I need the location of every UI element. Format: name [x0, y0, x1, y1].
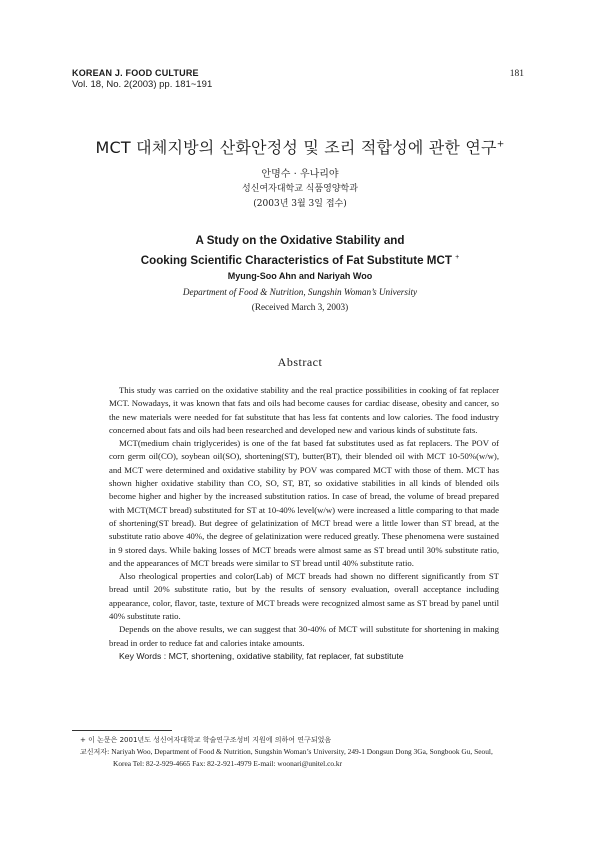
journal-name: KOREAN J. FOOD CULTURE — [72, 68, 199, 78]
keywords-label: Key Words : — [119, 650, 167, 661]
korean-title-text: MCT 대체지방의 산화안정성 및 조리 적합성에 관한 연구 — [95, 138, 497, 157]
corresponding-author — [80, 746, 540, 758]
abstract-paragraph-1: This study was carried on the oxidative stability and the real practice possibilities in cooking of fat replacer MCT. Nowadays, it was known that fats and oils had become causes for cardiac disease, obesity and cancer, so the new materials were needed for fat substitute that has less fat contents and low calories. The food industry concerned about fats and oils had been researched and developed new and various kinds of substitute fats. — [109, 385, 499, 435]
english-title-mark: + — [455, 254, 460, 261]
abstract-paragraph-4: Depends on the above results, we can suggest that 30-40% of MCT will substitute for shortening in making bread in order to reduce fat and calories intake amounts. — [109, 624, 499, 648]
page-number: 181 — [509, 69, 524, 79]
footnote — [80, 734, 540, 770]
abstract-body — [109, 384, 499, 663]
corresponding-line-2: Korea Tel: 82-2-929-4665 Fax: 82-2-921-4979 E-mail: woonari@unitel.co.kr — [113, 759, 343, 768]
corresponding-line-1: Nariyah Woo, Department of Food & Nutrition, Sungshin Woman’s University, 249-1 Dongsun Dong 3Ga, Songbook Gu, Seoul, — [111, 747, 493, 756]
english-authors: Myung-Soo Ahn and Nariyah Woo — [227, 271, 373, 281]
english-title-line-1: A Study on the Oxidative Stability and — [195, 234, 405, 247]
funding-note: + 이 논문은 2001년도 성신여자대학교 학술연구조성비 지원에 의하여 연구되었음 — [80, 736, 332, 744]
korean-title — [0, 135, 600, 158]
corresponding-label: 교신저자: — [80, 748, 110, 756]
english-title — [0, 232, 600, 269]
english-affiliation: Department of Food & Nutrition, Sungshin Woman’s University — [182, 287, 418, 297]
footnote-divider — [72, 730, 172, 731]
abstract-paragraph-2: MCT(medium chain triglycerides) is one of the fat based fat substitutes used as fat replacers. The POV of corn germ oil(CO), soybean oil(SO), shortening(ST), butter(BT), their blended oil with MCT 10-50%(w/w), and MCT were determined and oxidative stability by POV was compared MCT with those of them. MCT has shown higher oxidative stability than CO, SO, ST, BT, so oxidative stabilities in all kinds of blended oils become higher and higher by the increased substitution ratios. In case of bread, the volume of bread prepared with MCT(MCT bread) substituted for ST at 10-40% level(w/w) were increased a little comparing to that made of shortening(ST bread). But degree of gelatinization of MCT bread were a little lower than ST bread, at the substitute ratio above 40%, the degree of gelatinization were reduced greatly. These phenomena were sustained in 9 stored days. While baking losses of MCT breads were almost same as ST bread until 30% substitute ratio, and the appearances of MCT breads were similar to ST bread until 40% substitute ratio. — [109, 438, 499, 568]
korean-title-mark: + — [496, 139, 505, 150]
volume-info: Vol. 18, No. 2(2003) pp. 181~191 — [72, 79, 213, 91]
korean-authors: 안명수 · 우나리야 — [261, 169, 339, 180]
english-received-date: (Received March 3, 2003) — [251, 302, 349, 312]
korean-received-date: (2003년 3월 3일 접수) — [253, 199, 347, 209]
abstract-paragraph-3: Also rheological properties and color(Lab) of MCT breads had shown no different significantly from ST bread until 20% substitute ratio, but by the results of sensory evaluation, overall acceptance including appearance, color, flavor, taste, texture of MCT breads were recognized almost same as ST bread by panel until 40% substitute ratio. — [109, 571, 499, 622]
keywords — [109, 650, 499, 663]
english-title-line-2-text: Cooking Scientific Characteristics of Fat Substitute MCT — [140, 253, 452, 267]
keywords-list: MCT, shortening, oxidative stability, fat replacer, fat substitute — [168, 650, 404, 661]
journal-header — [72, 68, 212, 91]
english-title-line-2 — [0, 249, 600, 269]
abstract-heading: Abstract — [277, 355, 323, 369]
korean-affiliation: 성신여자대학교 식품영양학과 — [242, 184, 358, 194]
